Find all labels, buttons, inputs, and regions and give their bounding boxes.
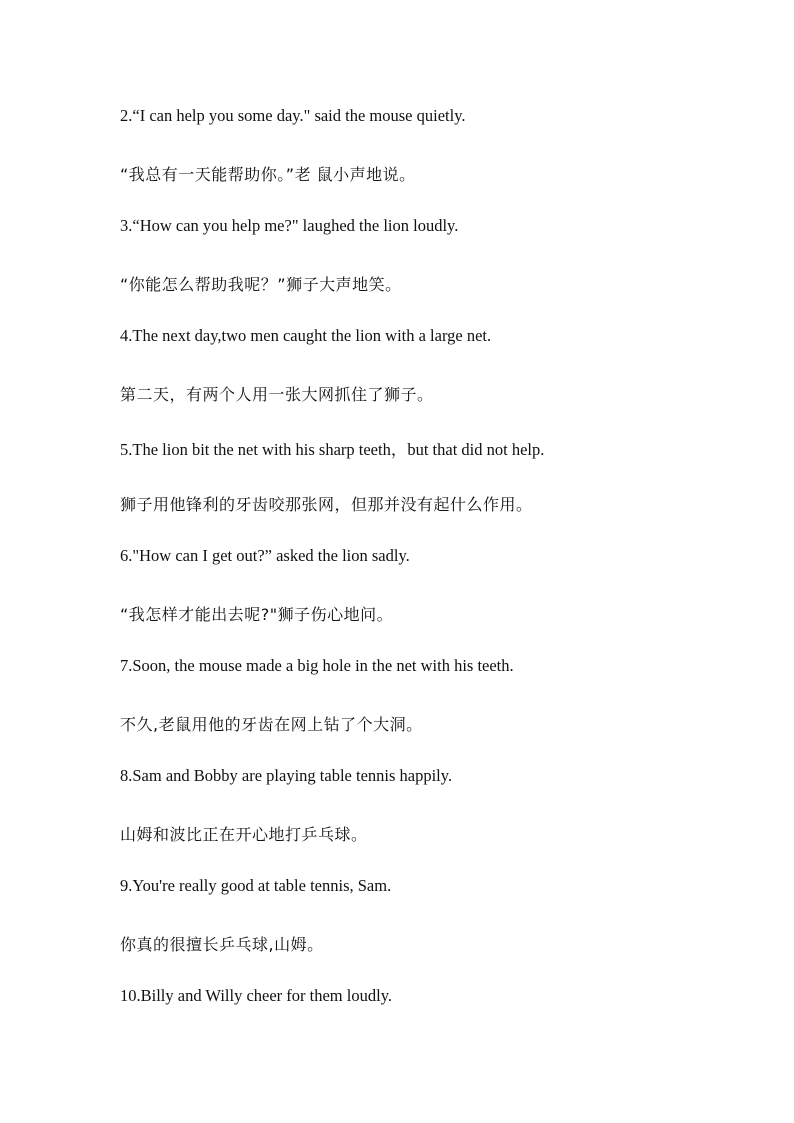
sentence-7-english: 7.Soon, the mouse made a big hole in the net with his teeth. [120, 656, 514, 675]
sentence-8-chinese: 山姆和波比正在开心地打乒乓球。 [120, 825, 368, 844]
sentence-7-chinese: 不久,老鼠用他的牙齿在网上钻了个大洞。 [120, 715, 423, 734]
sentence-5-english: 5.The lion bit the net with his sharp teeth，but that did not help. [120, 440, 545, 459]
sentence-4-english: 4.The next day,two men caught the lion with a large net. [120, 326, 492, 345]
sentence-6-chinese: “我怎样才能出去呢?"狮子伤心地问。 [120, 605, 394, 624]
sentence-9-english: 9.You're really good at table tennis, Sam. [120, 876, 392, 895]
sentence-10-english: 10.Billy and Willy cheer for them loudly. [120, 986, 392, 1005]
sentence-4-chinese: 第二天，有两个人用一张大网抓住了狮子。 [120, 385, 434, 404]
sentence-2-chinese: “我总有一天能帮助你。”老 鼠小声地说。 [120, 165, 416, 184]
sentence-9-chinese: 你真的很擅长乒乓球,山姆。 [120, 935, 324, 954]
sentence-8-english: 8.Sam and Bobby are playing table tennis happily. [120, 766, 453, 785]
sentence-6-english: 6."How can I get out?” asked the lion sadly. [120, 546, 410, 565]
sentence-2-english: 2.“I can help you some day." said the mouse quietly. [120, 106, 466, 125]
sentence-3-english: 3.“How can you help me?" laughed the lion loudly. [120, 216, 459, 235]
sentence-5-chinese: 狮子用他锋利的牙齿咬那张网，但那并没有起什么作用。 [120, 495, 533, 514]
sentence-3-chinese: “你能怎么帮助我呢？”狮子大声地笑。 [120, 275, 402, 294]
